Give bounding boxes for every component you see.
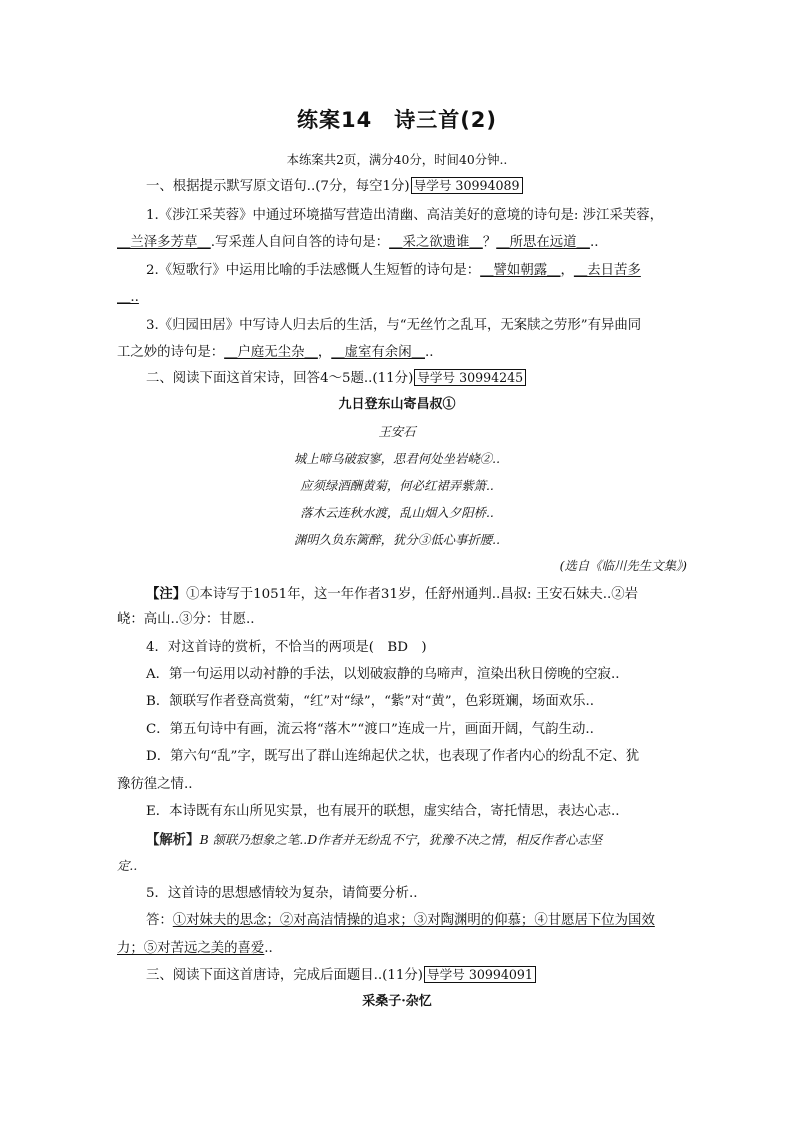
poem-line: 应须绿酒酬黄菊，何必红裙弄紫箫.. [300,478,494,493]
section-2-heading [146,369,686,388]
line-end: .. [264,941,273,956]
q2-text: 2.《短歌行》中运用比喻的手法感慨人生短暂的诗句是： [146,263,481,278]
analysis-label: 【解析】 [146,832,200,848]
q2-line-1 [146,262,686,280]
section-1-heading [146,177,686,196]
q4-option-c: C．第五句诗中有画，流云将“落木”“渡口”连成一片，画面开阔，气韵生动.. [146,722,594,737]
q1-line-2 [117,234,687,252]
q1-line-1: 1.《涉江采芙蓉》中通过环境描写营造出清幽、高洁美好的意境的诗句是: 涉江采芙蓉， [146,208,663,223]
question-mark: ？ [482,235,497,250]
exercise-intro: 本练案共2页，满分40分，时间40分钟.. [286,152,508,167]
answer-blank: ＿虚室有余闲＿ [331,345,425,360]
answer-label: 答： [146,913,173,928]
q4-option-a: A．第一句运用以动衬静的手法，以划破寂静的乌啼声，渲染出秋日傍晚的空寂.. [146,667,620,682]
q1-text: .写采莲人自问自答的诗句是： [210,235,390,250]
q3-line-1: 3.《归园田居》中写诗人归去后的生活，与“无丝竹之乱耳，无案牍之劳形”有异曲同 [146,318,642,333]
poem-author: 王安石 [378,424,416,439]
page-title: 练案14 诗三首(2) [296,108,498,132]
q4-option-b: B．颔联写作者登高赏菊，“红”对“绿”，“紫”对“黄”，色彩斑斓，场面欢乐.. [146,694,595,709]
q4-option-e: E．本诗既有东山所见实景，也有展开的联想，虚实结合，寄托情思，表达心志.. [146,804,620,819]
section-heading-text: 一、根据提示默写原文语句..(7分，每空1分) [146,179,410,194]
note-text: ①本诗写于1051年，这一年作者31岁，任舒州通判..昌叔: 王安石妹夫..②岩 [186,587,639,602]
answer-blank: ＿兰泽多芳草＿ [117,235,211,250]
answer-blank: ＿去日苦多 [573,263,641,278]
answer-text: ①对妹夫的思念；②对高洁情操的追求；③对陶渊明的仰慕；④甘愿居下位为国效 [172,913,655,928]
answer-blank: ＿采之欲遗谁＿ [389,235,483,250]
poem-title: 九日登东山寄昌叔① [338,397,456,412]
q3-text: 工之妙的诗句是： [117,345,225,360]
analysis-line-1 [146,831,686,850]
guide-number-box: 导学号 30994091 [424,966,536,983]
q5-stem: 5．这首诗的思想感情较为复杂，请简要分析.. [146,886,418,901]
line-end: .. [589,235,599,250]
guide-number-box: 导学号 30994245 [414,369,526,386]
note-line-1 [146,585,686,604]
line-end: .. [424,345,434,360]
answer-blank: ＿户庭无尘杂＿ [224,345,318,360]
answer-blank: ＿譬如朝露＿ [480,263,561,278]
poem-source: (选自《临川先生文集》) [559,558,687,573]
poem-line: 城上啼乌破寂寥，思君何处坐岩峣②.. [293,451,501,466]
analysis-text: B 颔联乃想象之笔..D作者并无纷乱不宁，犹豫不决之情，相反作者心志坚 [199,832,603,847]
guide-number-box: 导学号 30994089 [411,177,523,194]
section-heading-text: 三、阅读下面这首唐诗，完成后面题目..(11分) [146,968,424,983]
answer-text: 力；⑤对苦远之美的喜爱 [117,941,265,956]
section-3-heading [146,966,686,985]
poem-line: 渊明久负东篱醉，犹分③低心事折腰.. [293,532,501,547]
q4-option-d-line-1: D．第六句“乱”字，既写出了群山连绵起伏之状，也表现了作者内心的纷乱不定、犹 [146,749,640,764]
q5-answer-line-1 [146,912,686,930]
note-label: 【注】 [146,586,187,602]
poem-line: 落木云连秋水渡，乱山烟入夕阳桥.. [300,505,494,520]
q4-option-d-line-2: 豫彷徨之情.. [117,777,193,792]
q2-line-2: ＿.. [117,290,139,305]
answer-blank: ＿所思在远道＿ [496,235,590,250]
section-heading-text: 二、阅读下面这首宋诗，回答4～5题..(11分) [146,371,414,386]
note-line-2: 峣：高山..③分：甘愿.. [117,612,255,627]
analysis-line-2: 定.. [117,858,138,873]
q4-stem: 4．对这首诗的赏析，不恰当的两项是( BD ) [146,640,427,655]
q3-line-2 [117,344,687,362]
q5-answer-line-2 [117,940,687,958]
comma: ， [317,345,332,360]
poem-2-title: 采桑子·杂忆 [362,994,432,1009]
comma: ， [560,263,574,278]
